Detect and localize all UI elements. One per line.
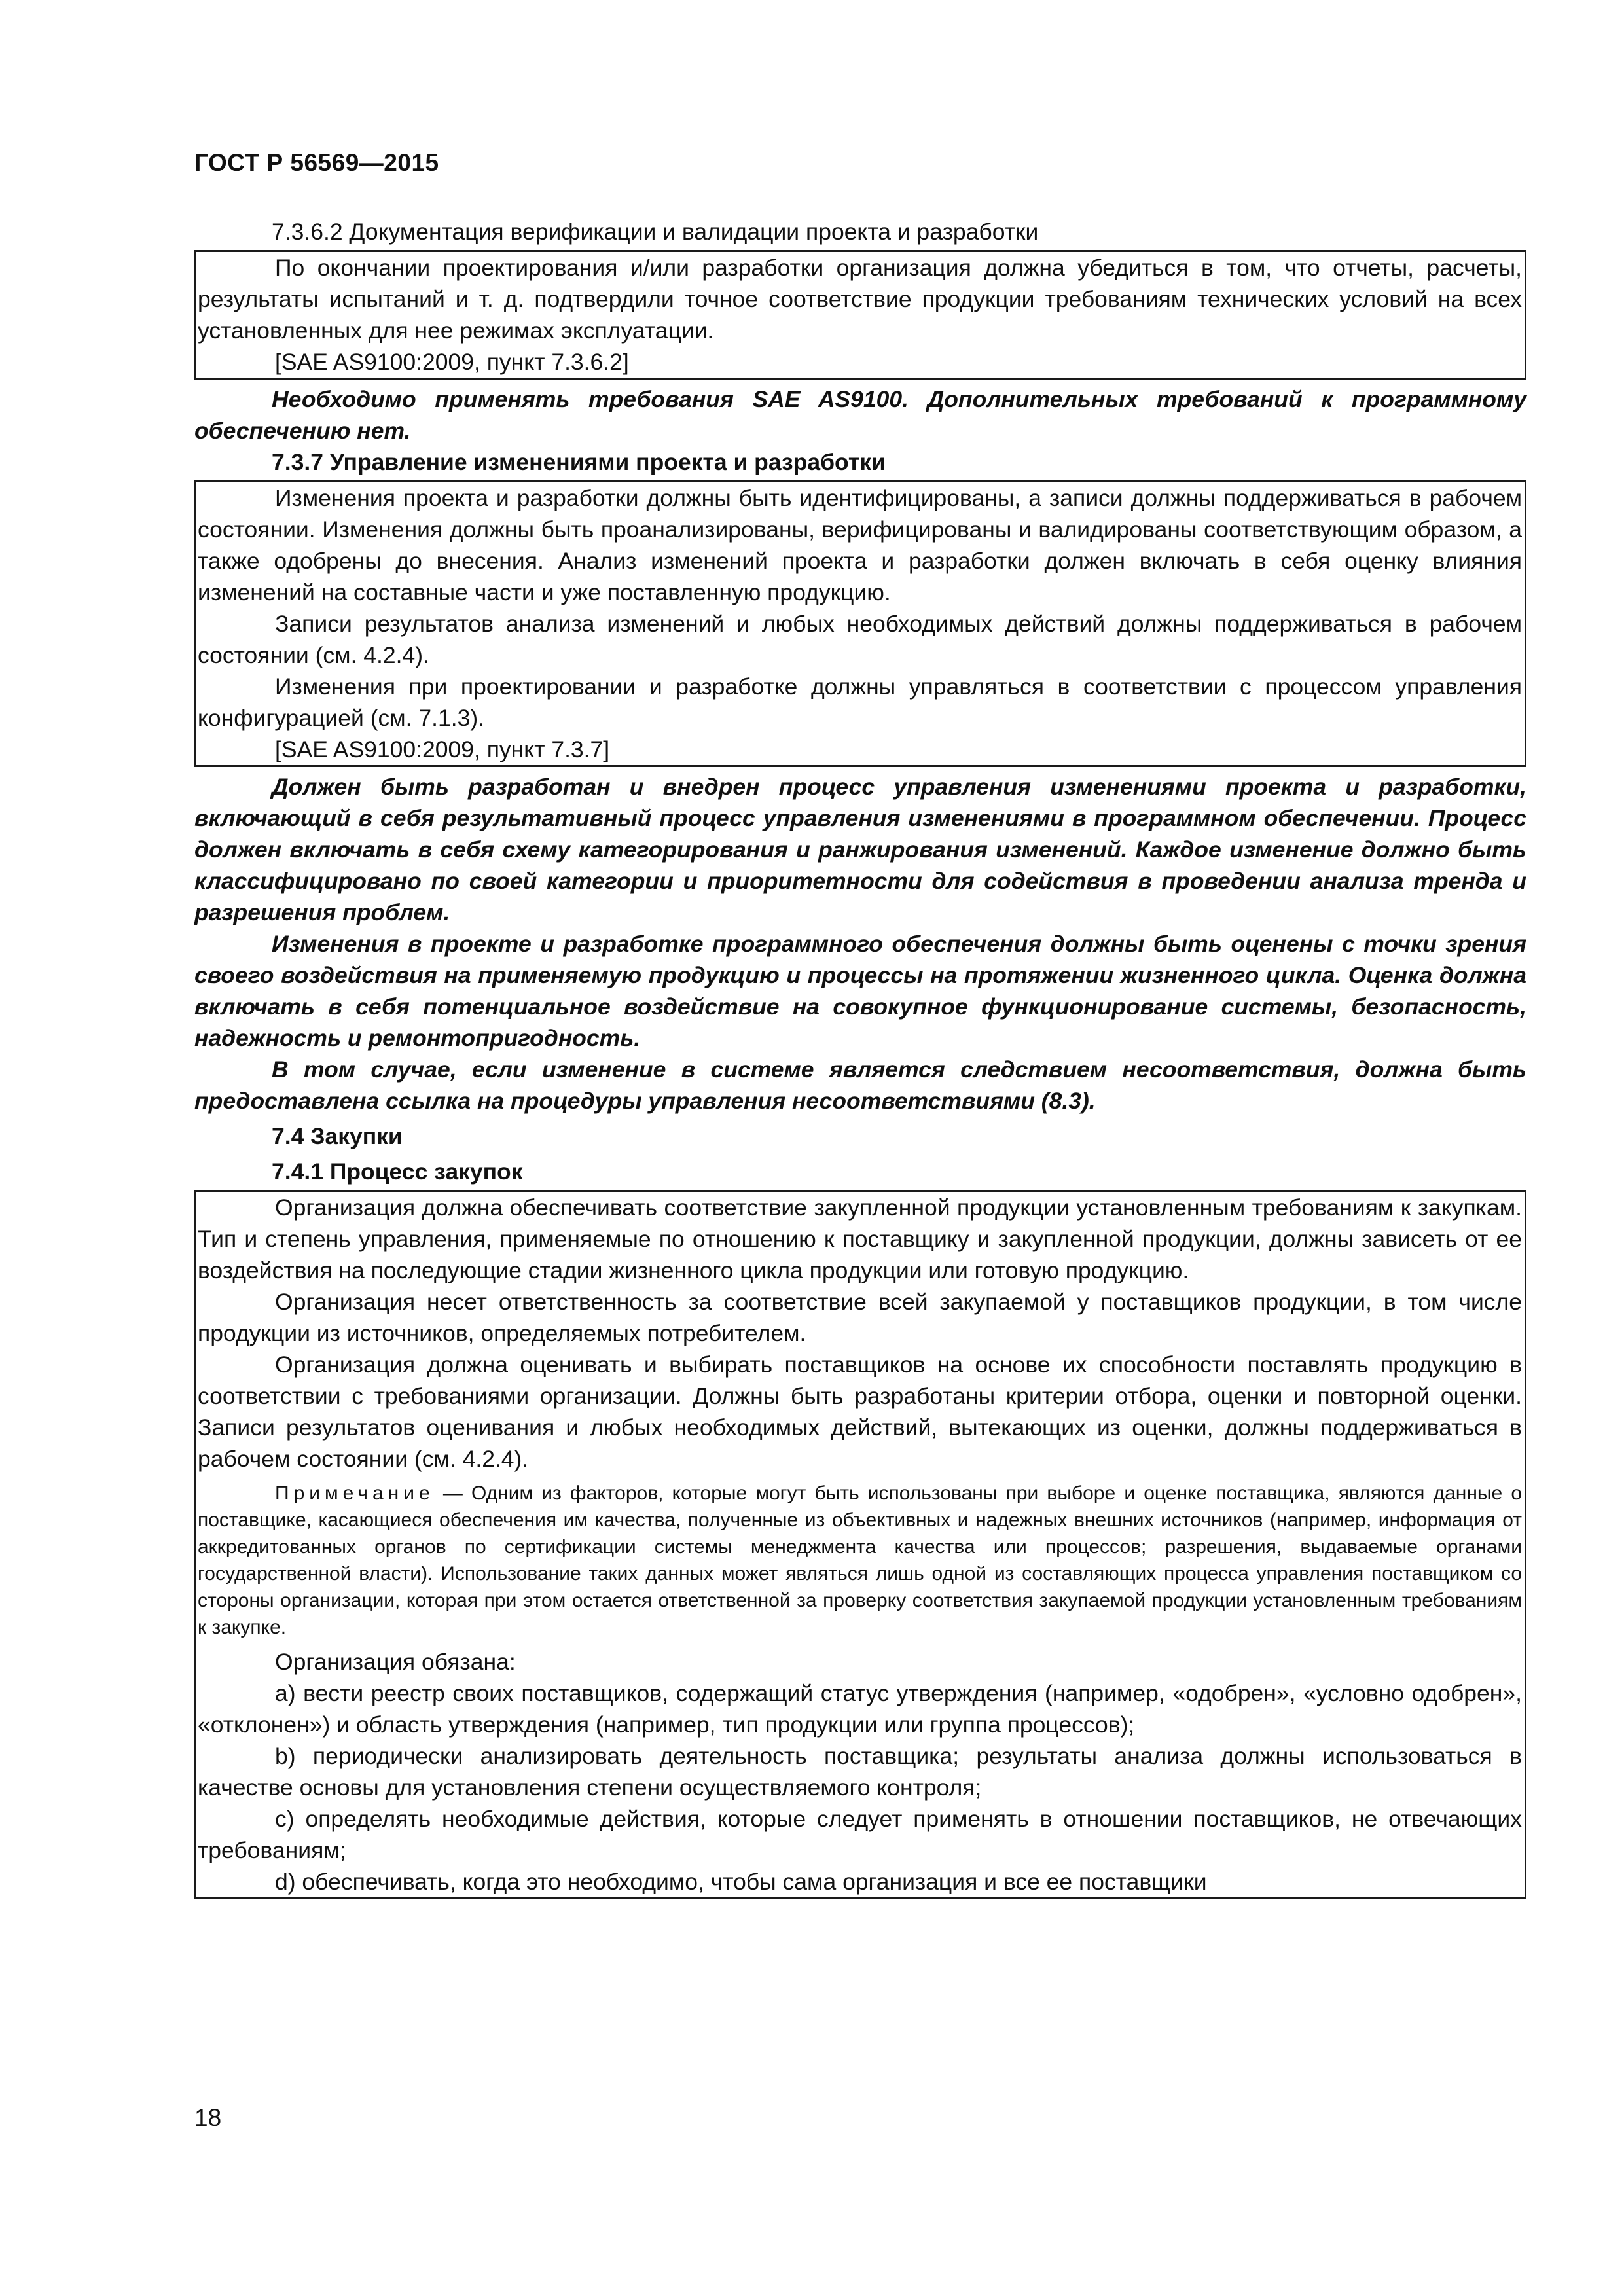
page-number: 18: [194, 2104, 222, 2131]
box-paragraph: Организация должна оценивать и выбирать поставщиков на основе их способности поставлять продукцию в соответствии с требованиями организации. Должны быть разработаны критерии отбора, оценки и повторной оценки. Записи результатов оценивания и любых необходимых действий, вытекающих из оценки, должны поддерживаться в рабочем состоянии (см. 4.2.4).: [198, 1352, 1522, 1472]
section-741-heading: 7.4.1 Процесс закупок: [272, 1158, 523, 1185]
section-7362-heading: 7.3.6.2 Документация верификации и валидации проекта и разработки: [272, 219, 1039, 245]
quoted-requirement-box-737: [194, 480, 1526, 767]
document-header: ГОСТ Р 56569—2015: [194, 149, 439, 176]
software-requirement-paragraph: Изменения в проекте и разработке программного обеспечения должны быть оценены с точки зрения своего воздействия на применяемую продукцию и процессы на протяжении жизненного цикла. Оценка должна включать в себя потенциальное воздействие на совокупное функционирование системы, безопасность, надежность и ремонтопригодность.: [194, 931, 1526, 1051]
box-reference: [SAE AS9100:2009, пункт 7.3.6.2]: [275, 349, 629, 375]
section-74-heading: 7.4 Закупки: [272, 1123, 403, 1149]
box-note: [198, 1480, 1522, 1641]
list-item: a) вести реестр своих поставщиков, содержащий статус утверждения (например, «одобрен», «условно одобрен», «отклонен») и область утверждения (например, тип продукции или группа процессов);: [198, 1680, 1522, 1738]
list-item: c) определять необходимые действия, которые следует применять в отношении поставщиков, не отвечающих требованиям;: [198, 1806, 1522, 1863]
list-item: b) периодически анализировать деятельность поставщика; результаты анализа должны использоваться в качестве основы для установления степени осуществляемого контроля;: [198, 1743, 1522, 1801]
note-text: — Одним из факторов, которые могут быть использованы при выборе и оценке поставщика, являются данные о поставщике, касающиеся обеспечения им качества, полученные из объективных и надежных внешних источников (например, информация от аккредитованных органов по сертификации системы менеджмента качества или процессов; разрешения, выдаваемые органами государственной власти). Использование таких данных может являться лишь одной из составляющих процесса управления поставщиком со стороны организации, которая при этом остается ответственной за проверку соответствия закупаемой продукции установленным требованиям к закупке.: [198, 1482, 1522, 1638]
box-paragraph: По окончании проектирования и/или разработки организация должна убедиться в том, что отчеты, расчеты, результаты испытаний и т. д. подтвердили точное соответствие продукции требованиям технических условий на всех установленных для нее режимах эксплуатации.: [198, 255, 1522, 344]
note-label: Примечание: [275, 1482, 435, 1504]
box-paragraph: Записи результатов анализа изменений и любых необходимых действий должны поддерживаться в рабочем состоянии (см. 4.2.4).: [198, 611, 1522, 668]
box-paragraph: Изменения проекта и разработки должны быть идентифицированы, а записи должны поддерживаться в рабочем состоянии. Изменения должны быть проанализированы, верифицированы и валидированы соответствующим образом, а также одобрены до внесения. Анализ изменений проекта и разработки должен включать в себя оценку влияния изменений на составные части и уже поставленную продукцию.: [198, 485, 1522, 605]
section-737-heading: 7.3.7 Управление изменениями проекта и разработки: [272, 449, 886, 475]
box-paragraph: Изменения при проектировании и разработке должны управляться в соответствии с процессом управления конфигурацией (см. 7.1.3).: [198, 673, 1522, 731]
software-requirement-note: Необходимо применять требования SAE AS9100. Дополнительных требований к программному обеспечению нет.: [194, 386, 1526, 444]
software-requirement-paragraph: В том случае, если изменение в системе является следствием несоответствия, должна быть предоставлена ссылка на процедуры управления несоответствиями (8.3).: [194, 1056, 1526, 1114]
software-requirement-paragraph: Должен быть разработан и внедрен процесс управления изменениями проекта и разработки, включающий в себя результативный процесс управления изменениями в программном обеспечении. Процесс должен включать в себя схему категорирования и ранжирования изменений. Каждое изменение должно быть классифицировано по своей категории и приоритетности для содействия в проведении анализа тренда и разрешения проблем.: [194, 774, 1526, 925]
box-paragraph: Организация должна обеспечивать соответствие закупленной продукции установленным требованиям к закупкам. Тип и степень управления, применяемые по отношению к поставщику и закупленной продукции, должны зависеть от ее воздействия на последующие стадии жизненного цикла продукции или готовую продукцию.: [198, 1194, 1522, 1283]
box-paragraph: Организация обязана:: [275, 1649, 516, 1675]
box-reference: [SAE AS9100:2009, пункт 7.3.7]: [275, 736, 610, 762]
page-content: [194, 216, 1526, 1903]
box-paragraph: Организация несет ответственность за соответствие всей закупаемой у поставщиков продукции, в том числе продукции из источников, определяемых потребителем.: [198, 1289, 1522, 1346]
list-item: d) обеспечивать, когда это необходимо, чтобы сама организация и все ее поставщики: [275, 1869, 1207, 1895]
quoted-requirement-box-741: [194, 1190, 1526, 1899]
quoted-requirement-box-7362: [194, 250, 1526, 380]
